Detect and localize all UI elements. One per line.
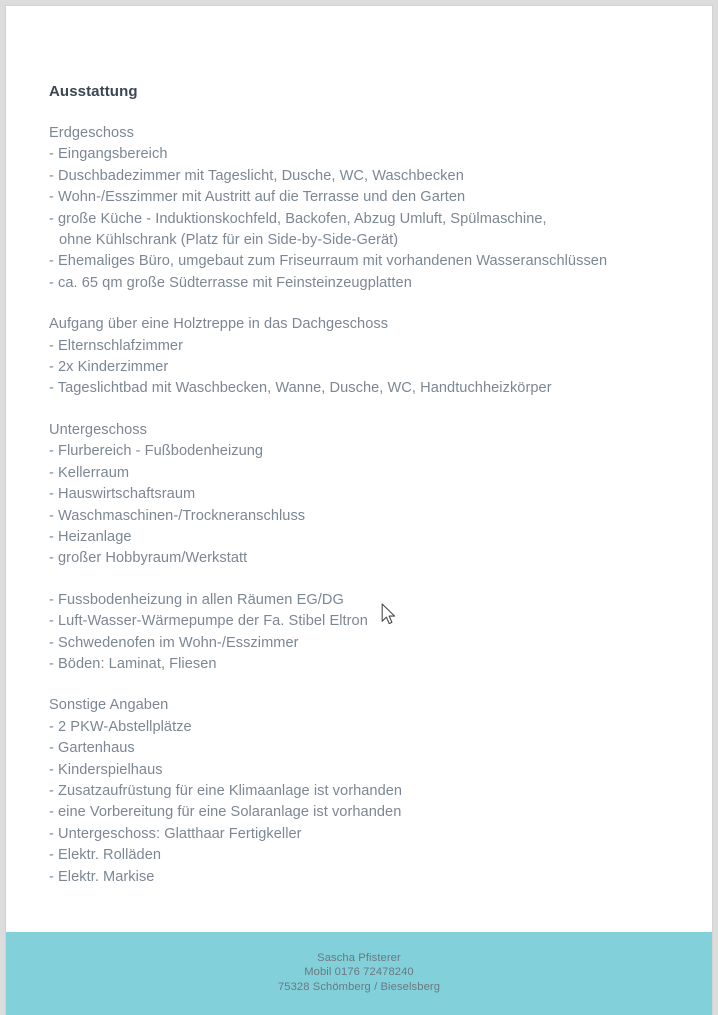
text-line: - ca. 65 qm große Südterrasse mit Feinsteinzeugplatten [49,274,412,291]
footer-line: Mobil 0176 72478240 [304,966,414,979]
text-line: - Tageslichtbad mit Waschbecken, Wanne, Dusche, WC, Handtuchheizkörper [49,380,552,397]
text-line: - Untergeschoss: Glatthaar Fertigkeller [49,825,302,842]
section-spacer [49,570,682,590]
text-line: - Kellerraum [49,464,130,481]
footer-contact-block [6,951,712,994]
text-line: Sonstige Angaben [49,697,169,714]
section-erdgeschoss [49,123,682,294]
section-list [49,123,682,888]
page-title: Ausstattung [49,83,138,100]
text-line: - Elternschlafzimmer [49,337,183,354]
footer-line: Sascha Pfisterer [317,952,401,964]
text-line: - Ehemaliges Büro, umgebaut zum Friseurraum mit vorhandenen Wasseranschlüssen [49,253,608,270]
document-content [49,82,682,888]
text-line: - eine Vorbereitung für eine Solaranlage ist vorhanden [49,804,402,821]
text-line: - Duschbadezimmer mit Tageslicht, Dusche, WC, Waschbecken [49,167,464,184]
text-line: - Wohn-/Esszimmer mit Austritt auf die Terrasse und den Garten [49,189,466,206]
footer-line: 75328 Schömberg / Bieselsberg [277,980,441,993]
text-line: - Waschmaschinen-/Trockneranschluss [49,507,306,524]
text-line: - 2x Kinderzimmer [49,359,169,376]
text-line: - Schwedenofen im Wohn-/Esszimmer [49,634,299,651]
footer-band [6,932,712,1015]
text-line: - Kinderspielhaus [49,761,163,778]
section-spacer [49,400,682,420]
text-line: Aufgang über eine Holztreppe in das Dachgeschoss [49,316,389,333]
text-line: Untergeschoss [49,421,147,438]
text-line: - Hauswirtschaftsraum [49,486,196,503]
text-line: - Elektr. Markise [49,868,155,885]
text-line: - Böden: Laminat, Fliesen [49,655,217,672]
text-line: ohne Kühlschrank (Platz für ein Side-by-Side-Gerät) [59,232,399,249]
section-untergeschoss [49,420,682,570]
text-line: - großer Hobbyraum/Werkstatt [49,550,248,567]
section-sonstige-angaben [49,695,682,888]
text-line: - Elektr. Rolläden [49,847,162,864]
text-line: - Flurbereich - Fußbodenheizung [49,443,264,460]
heading-spacer [49,102,682,123]
text-line: - 2 PKW-Abstellplätze [49,718,192,735]
text-line: - große Küche - Induktionskochfeld, Backofen, Abzug Umluft, Spülmaschine, [49,210,547,227]
text-line: - Zusatzaufrüstung für eine Klimaanlage ist vorhanden [49,782,403,799]
text-line: - Eingangsbereich [49,146,168,163]
section-dachgeschoss [49,314,682,400]
section-haustechnik [49,590,682,676]
section-spacer [49,294,682,314]
text-line: - Heizanlage [49,528,132,545]
document-page [6,6,712,1015]
text-line: - Gartenhaus [49,740,135,757]
section-spacer [49,675,682,695]
text-line: - Fussbodenheizung in allen Räumen EG/DG [49,591,344,608]
text-line: Erdgeschoss [49,125,134,141]
text-line: - Luft-Wasser-Wärmepumpe der Fa. Stibel Eltron [49,613,368,630]
